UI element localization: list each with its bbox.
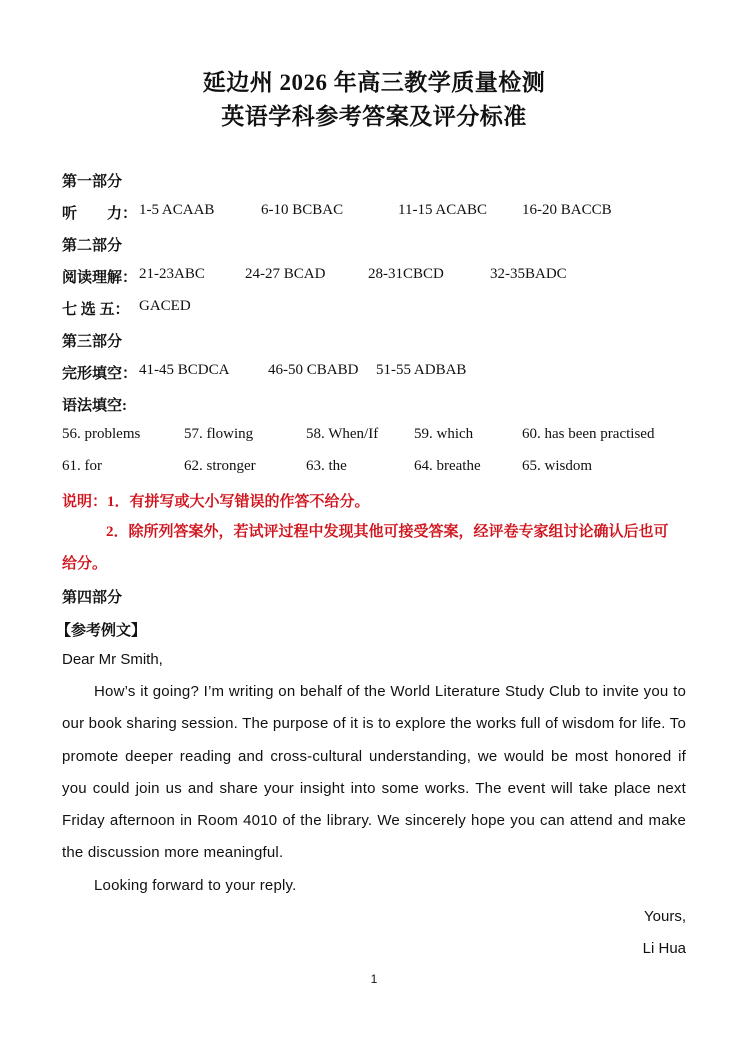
answer-group: 16-20 BACCB <box>522 202 612 218</box>
listening-label: 听 力： <box>62 206 138 222</box>
letter-signoff: Yours, <box>644 908 686 925</box>
note-2-line2: 给分。 <box>62 556 108 572</box>
grammar-answer: 56. problems <box>62 426 141 442</box>
letter-closing-line: Looking forward to your reply. <box>94 877 297 894</box>
sample-essay-label: 【参考例文】 <box>56 623 147 639</box>
answer-group: 1-5 ACAAB <box>139 202 215 218</box>
grammar-answer: 63. the <box>306 458 347 474</box>
letter-body: How’s it going? I’m writing on behalf of the World Literature Study Club to invite you to our book sharing session. The purpose of it is to explore the works full of wisdom for life. To promote deeper reading and cross-cultural understanding, we would be most honored if you could join us and share your insight into some works. The event will take place next Friday afternoon in Room 4010 of the library. We sincerely hope you can attend and make the discussion more meaningful. <box>62 683 686 862</box>
grammar-answer: 62. stronger <box>184 458 256 474</box>
note-2 <box>62 516 686 580</box>
answer-group: 51-55 ADBAB <box>376 362 467 378</box>
part3-heading: 第三部分 <box>62 334 123 350</box>
grammar-label: 语法填空: <box>62 398 127 414</box>
answer-group: 46-50 CBABD <box>268 362 359 378</box>
page-title-line1: 延边州 2026 年高三教学质量检测 <box>202 70 546 95</box>
part1-heading: 第一部分 <box>62 174 123 190</box>
listening-row <box>62 202 686 222</box>
grammar-answer: 64. breathe <box>414 458 481 474</box>
note-2-line1: 2．除所列答案外，若试评过程中发现其他可接受答案，经评卷专家组讨论确认后也可 <box>106 524 669 540</box>
letter-signature: Li Hua <box>642 940 686 957</box>
answer-group: 6-10 BCBAC <box>261 202 344 218</box>
grammar-answer: 61. for <box>62 458 102 474</box>
answer-group: 28-31CBCD <box>368 266 444 282</box>
seven-label: 七 选 五： <box>62 302 130 318</box>
reading-label: 阅读理解： <box>62 270 138 286</box>
answer-group: 21-23ABC <box>139 266 205 282</box>
grammar-row-1 <box>62 426 686 446</box>
answer-group: 11-15 ACABC <box>398 202 488 218</box>
part2-heading: 第二部分 <box>62 238 123 254</box>
part4-heading: 第四部分 <box>62 590 123 606</box>
page-title-line2: 英语学科参考答案及评分标准 <box>221 104 527 129</box>
seven-choose-five-row <box>62 298 686 318</box>
answer-group: 24-27 BCAD <box>245 266 326 282</box>
reading-row <box>62 266 686 286</box>
answer-group: 41-45 BCDCA <box>139 362 230 378</box>
grammar-answer: 60. has been practised <box>522 426 655 442</box>
grammar-answer: 65. wisdom <box>522 458 593 474</box>
cloze-label: 完形填空： <box>62 366 138 382</box>
note-1: 说明：1．有拼写或大小写错误的作答不给分。 <box>62 494 370 510</box>
answer-group: GACED <box>139 298 191 314</box>
page-number: 1 <box>370 972 378 986</box>
answer-group: 32-35BADC <box>490 266 567 282</box>
letter-salutation: Dear Mr Smith, <box>62 651 163 668</box>
grammar-answer: 59. which <box>414 426 474 442</box>
grammar-row-2 <box>62 458 686 478</box>
grammar-answer: 57. flowing <box>184 426 254 442</box>
grammar-answer: 58. When/If <box>306 426 379 442</box>
cloze-row <box>62 362 686 382</box>
